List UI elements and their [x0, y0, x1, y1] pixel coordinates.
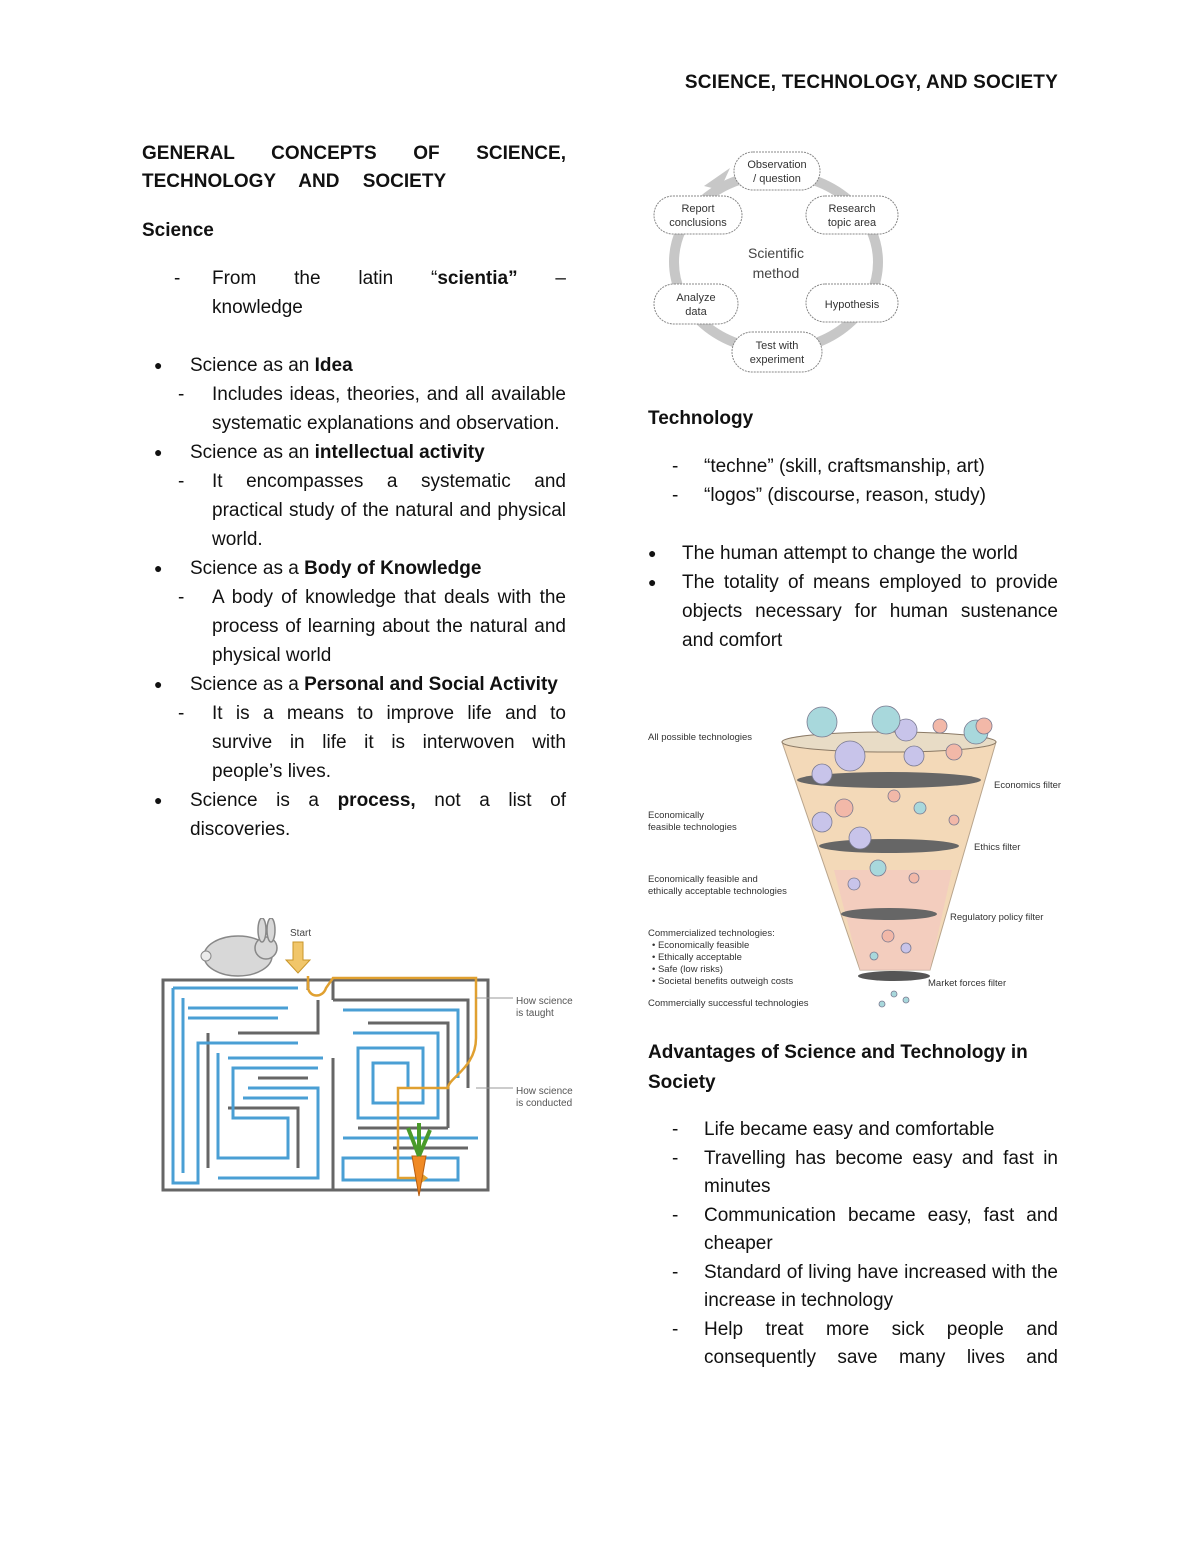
filter-label-market: Market forces filter [928, 978, 1007, 989]
funnel-label-econ-1: Economically [648, 810, 704, 821]
advantage-item: - Help treat more sick people and consequently save many lives and [672, 1318, 1058, 1368]
start-arrow-icon [286, 942, 310, 973]
maze-label-taught-2: is taught [516, 1008, 554, 1019]
funnel-label-ethic-1: Economically feasible and [648, 874, 758, 885]
maze-start-label: Start [290, 928, 312, 939]
svg-text:experiment: experiment [749, 354, 805, 366]
market-filter-disk [858, 971, 930, 981]
maze-illustration [158, 918, 588, 1198]
cycle-node-hypothesis [806, 284, 898, 322]
rabbit-icon [201, 918, 277, 976]
filter-label-economics: Economics filter [994, 780, 1062, 791]
funnel-label-comm-title: Commercialized technologies: [648, 928, 775, 939]
cycle-node-report [654, 196, 742, 234]
science-sub-social: - It is a means to improve life and to survive in life it is interwoven with people’s lives. [178, 703, 566, 782]
science-sub-body: - A body of knowledge that deals with the process of learning about the natural and physical world [178, 587, 566, 666]
advantage-item: - Standard of living have increased with the increase in technology [672, 1261, 1058, 1311]
filter-label-ethics: Ethics filter [974, 842, 1021, 853]
science-bullet-process: ● Science is a process, not a list of discoveries. [154, 790, 566, 840]
technology-funnel-diagram [644, 700, 1074, 1018]
scientific-method-cycle [648, 146, 904, 378]
page-header: SCIENCE, TECHNOLOGY, AND SOCIETY [684, 72, 1058, 93]
regulatory-filter-disk [841, 908, 937, 920]
ethics-filter-disk [819, 839, 959, 853]
science-bullet-intellectual: ● Science as an intellectual activity [154, 442, 485, 463]
maze-label-conducted-1: How science [516, 1086, 573, 1097]
science-title: Science [142, 220, 214, 241]
funnel-label-comm-1: • Economically feasible [652, 940, 750, 951]
maze-label-taught-1: How science [516, 996, 573, 1007]
svg-text:Research: Research [828, 203, 876, 215]
science-bullet-body: ● Science as a Body of Knowledge [154, 558, 482, 579]
cycle-node-observation [734, 152, 820, 190]
cycle-node-research [806, 196, 898, 234]
svg-text:topic area: topic area [827, 217, 877, 229]
svg-text:Observation: Observation [747, 159, 807, 171]
funnel-label-all: All possible technologies [648, 732, 753, 743]
svg-text:Test with: Test with [755, 340, 799, 352]
advantage-item: - Travelling has become easy and fast in minutes [672, 1147, 1058, 1197]
funnel-label-comm-3: • Safe (low risks) [652, 964, 723, 975]
tech-bullet-attempt: ● The human attempt to change the world [648, 543, 1018, 564]
science-bullet-social: ● Science as a Personal and Social Activity [154, 674, 558, 695]
funnel-label-comm-4: • Societal benefits outweigh costs [652, 976, 794, 987]
svg-text:Report: Report [681, 203, 715, 215]
cycle-center-1: Scientific [747, 245, 805, 261]
cycle-center-2: method [752, 265, 800, 281]
filter-label-regulatory: Regulatory policy filter [950, 912, 1044, 923]
advantage-item: - Communication became easy, fast and cheaper [672, 1204, 1058, 1254]
main-heading: GENERAL CONCEPTS OF SCIENCE, TECHNOLOGY AND SOCIETY [142, 143, 566, 192]
funnel-label-success: Commercially successful technologies [648, 998, 809, 1009]
funnel-label-comm-2: • Ethically acceptable [652, 952, 742, 963]
right-column-advantages [648, 1038, 1058, 1373]
maze-label-conducted-2: is conducted [516, 1098, 573, 1109]
advantage-item: - Life became easy and comfortable [672, 1119, 995, 1140]
funnel-label-econ-2: feasible technologies [648, 822, 737, 833]
svg-text:data: data [685, 306, 707, 318]
svg-text:/ question: / question [753, 173, 801, 185]
cycle-node-analyze [654, 284, 738, 324]
maze-blue-path [173, 988, 478, 1183]
science-origin: - From the latin “scientia” – knowledge [174, 268, 566, 318]
svg-text:Hypothesis: Hypothesis [824, 299, 880, 311]
left-column [142, 140, 566, 844]
etymology-logos: - “logos” (discourse, reason, study) [672, 484, 986, 506]
funnel-label-ethic-2: ethically acceptable technologies [648, 886, 787, 897]
advantages-title: Advantages of Science and Technology in Society [648, 1042, 1028, 1093]
science-bullet-idea: ● Science as an Idea [154, 355, 353, 376]
cycle-node-test [732, 332, 822, 372]
svg-text:Analyze: Analyze [676, 292, 716, 304]
right-column-tech [648, 404, 1058, 655]
science-sub-intellectual: - It encompasses a systematic and practical study of the natural and physical world. [178, 471, 566, 550]
etymology-techne: - “techne” (skill, craftsmanship, art) [672, 456, 985, 477]
svg-text:conclusions: conclusions [669, 217, 727, 229]
science-sub-idea: - Includes ideas, theories, and all available systematic explanations and observation. [178, 384, 566, 434]
tech-bullet-totality: ● The totality of means employed to provide objects necessary for human sustenance and comfort [648, 572, 1058, 651]
technology-title: Technology [648, 408, 754, 429]
